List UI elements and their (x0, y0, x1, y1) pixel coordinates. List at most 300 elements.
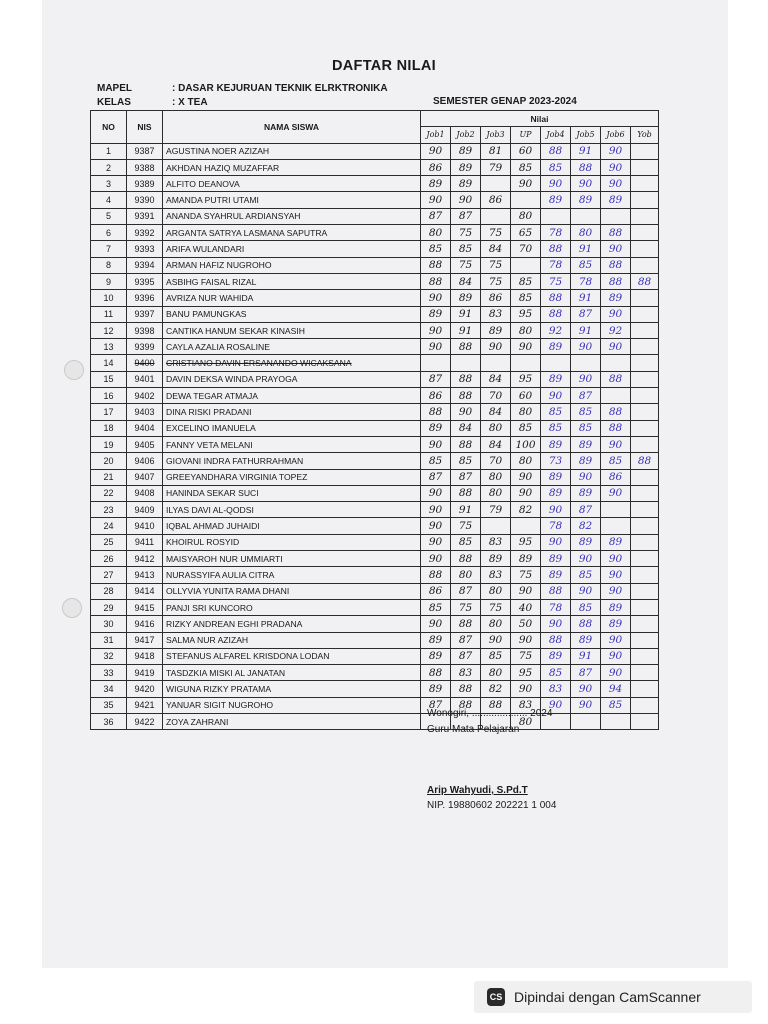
cell-grade: 89 (481, 322, 511, 338)
cell-grade (631, 485, 659, 501)
cell-grade: 85 (421, 599, 451, 615)
cell-grade: 80 (481, 485, 511, 501)
cell-grade: 90 (541, 388, 571, 404)
cell-grade: 90 (421, 339, 451, 355)
table-row (91, 339, 659, 355)
cell-nis: 9397 (127, 306, 163, 322)
cell-nama: AKHDAN HAZIQ MUZAFFAR (163, 159, 421, 175)
cell-grade: 91 (571, 322, 601, 338)
cell-grade: 88 (541, 632, 571, 648)
cell-grade: 84 (481, 241, 511, 257)
cell-grade: 75 (451, 518, 481, 534)
cell-no: 28 (91, 583, 127, 599)
table-row (91, 665, 659, 681)
cell-nama: BANU PAMUNGKAS (163, 306, 421, 322)
subheader-cell: Job6 (601, 127, 631, 143)
cell-grade: 85 (511, 273, 541, 289)
cell-nis: 9418 (127, 648, 163, 664)
cell-grade: 90 (421, 290, 451, 306)
subheader-cell: Job1 (421, 127, 451, 143)
cell-grade: 86 (601, 469, 631, 485)
cell-grade: 80 (511, 713, 541, 729)
cell-grade: 89 (481, 551, 511, 567)
cell-no: 3 (91, 176, 127, 192)
cell-grade: 84 (481, 371, 511, 387)
cell-grade: 90 (601, 339, 631, 355)
cell-grade: 90 (481, 339, 511, 355)
cell-grade: 87 (571, 502, 601, 518)
cell-grade (451, 355, 481, 371)
cell-grade: 80 (481, 665, 511, 681)
cell-grade: 90 (601, 632, 631, 648)
cell-grade (631, 632, 659, 648)
cell-grade (631, 681, 659, 697)
cell-grade: 90 (421, 192, 451, 208)
cell-grade: 75 (451, 599, 481, 615)
cell-grade: 90 (601, 485, 631, 501)
cell-grade: 90 (571, 681, 601, 697)
cell-nama: TASDZKIA MISKI AL JANATAN (163, 665, 421, 681)
cell-no: 16 (91, 388, 127, 404)
cell-grade: 85 (601, 453, 631, 469)
cell-nama: ANANDA SYAHRUL ARDIANSYAH (163, 208, 421, 224)
cell-grade: 80 (511, 208, 541, 224)
table-row (91, 273, 659, 289)
cell-grade: 90 (421, 616, 451, 632)
cell-no: 27 (91, 567, 127, 583)
cell-grade: 84 (451, 273, 481, 289)
cell-grade: 90 (481, 632, 511, 648)
cell-no: 23 (91, 502, 127, 518)
cell-nis: 9402 (127, 388, 163, 404)
cell-grade: 88 (451, 485, 481, 501)
cell-grade: 90 (511, 339, 541, 355)
cell-grade (421, 355, 451, 371)
cell-grade: 78 (541, 518, 571, 534)
cell-grade: 90 (601, 551, 631, 567)
table-row (91, 551, 659, 567)
cell-grade (601, 502, 631, 518)
cell-nama: STEFANUS ALFAREL KRISDONA LODAN (163, 648, 421, 664)
cell-grade: 89 (421, 632, 451, 648)
cell-grade (631, 176, 659, 192)
cell-grade: 88 (601, 273, 631, 289)
cell-grade (631, 436, 659, 452)
cell-no: 4 (91, 192, 127, 208)
table-row (91, 632, 659, 648)
cell-grade: 90 (541, 616, 571, 632)
cell-grade: 87 (451, 583, 481, 599)
cell-grade: 88 (421, 273, 451, 289)
cell-no: 17 (91, 404, 127, 420)
cell-grade (601, 208, 631, 224)
cell-grade (631, 518, 659, 534)
cell-grade: 90 (421, 485, 451, 501)
cell-grade: 75 (511, 648, 541, 664)
cell-grade: 79 (481, 159, 511, 175)
cell-grade: 92 (601, 322, 631, 338)
cell-grade: 75 (541, 273, 571, 289)
cell-nis: 9408 (127, 485, 163, 501)
cell-grade: 89 (541, 371, 571, 387)
table-row (91, 599, 659, 615)
cell-nis: 9398 (127, 322, 163, 338)
cell-grade: 89 (541, 469, 571, 485)
cell-grade (631, 648, 659, 664)
cell-grade: 88 (451, 339, 481, 355)
grades-table (90, 110, 659, 730)
cell-grade: 87 (451, 648, 481, 664)
cell-grade: 80 (481, 583, 511, 599)
cell-no: 26 (91, 551, 127, 567)
cell-grade: 85 (511, 290, 541, 306)
cell-grade (541, 208, 571, 224)
cell-grade: 80 (571, 225, 601, 241)
cell-grade: 82 (481, 681, 511, 697)
cell-nis: 9404 (127, 420, 163, 436)
cell-grade: 88 (601, 404, 631, 420)
kelas-label: KELAS (97, 97, 131, 108)
cell-grade (631, 534, 659, 550)
table-row (91, 616, 659, 632)
table-row (91, 420, 659, 436)
cell-grade: 92 (541, 322, 571, 338)
cell-no: 6 (91, 225, 127, 241)
table-row (91, 697, 659, 713)
cell-grade: 94 (601, 681, 631, 697)
cell-grade: 89 (571, 632, 601, 648)
cell-grade: 89 (541, 192, 571, 208)
cell-grade: 88 (451, 436, 481, 452)
cell-grade: 91 (451, 322, 481, 338)
grades-body (91, 143, 659, 730)
cell-grade (631, 583, 659, 599)
cell-grade: 75 (451, 225, 481, 241)
cell-grade: 88 (451, 697, 481, 713)
cell-grade: 40 (511, 599, 541, 615)
cell-grade: 89 (601, 599, 631, 615)
cell-grade: 85 (481, 648, 511, 664)
cell-nis: 9417 (127, 632, 163, 648)
cell-nama: OLLYVIA YUNITA RAMA DHANI (163, 583, 421, 599)
cell-grade: 90 (601, 306, 631, 322)
cell-grade (631, 290, 659, 306)
cell-grade: 80 (511, 453, 541, 469)
cell-nis: 9387 (127, 143, 163, 159)
cell-grade: 78 (541, 257, 571, 273)
cell-grade: 75 (481, 273, 511, 289)
cell-grade: 88 (601, 257, 631, 273)
cell-nis: 9399 (127, 339, 163, 355)
mapel-value: : DASAR KEJURUAN TEKNIK ELRKTRONIKA (172, 83, 388, 94)
subheader-cell: Yob (631, 127, 659, 143)
cell-grade: 91 (571, 143, 601, 159)
cell-grade: 90 (601, 143, 631, 159)
cell-grade: 82 (571, 518, 601, 534)
cell-grade: 90 (421, 534, 451, 550)
table-row (91, 681, 659, 697)
header-nilai: Nilai (421, 111, 659, 127)
cell-grade (481, 176, 511, 192)
cell-grade (631, 322, 659, 338)
cell-grade: 90 (511, 176, 541, 192)
cell-grade: 90 (541, 697, 571, 713)
cell-grade: 87 (451, 632, 481, 648)
cell-grade: 90 (601, 583, 631, 599)
cell-nis: 9409 (127, 502, 163, 518)
cell-nama: RIZKY ANDREAN EGHI PRADANA (163, 616, 421, 632)
cell-grade (631, 339, 659, 355)
cell-grade: 90 (511, 583, 541, 599)
cell-grade (631, 159, 659, 175)
table-row (91, 176, 659, 192)
cell-nis: 9412 (127, 551, 163, 567)
cell-no: 5 (91, 208, 127, 224)
cell-nis: 9392 (127, 225, 163, 241)
cell-nis: 9394 (127, 257, 163, 273)
table-row (91, 225, 659, 241)
cell-grade: 86 (481, 290, 511, 306)
cell-nama: AMANDA PUTRI UTAMI (163, 192, 421, 208)
table-row (91, 241, 659, 257)
cell-grade: 83 (481, 306, 511, 322)
cell-grade: 85 (571, 420, 601, 436)
cell-grade: 88 (601, 225, 631, 241)
cell-no: 34 (91, 681, 127, 697)
cell-no: 32 (91, 648, 127, 664)
cell-grade (631, 697, 659, 713)
cell-grade: 89 (541, 551, 571, 567)
cell-no: 1 (91, 143, 127, 159)
table-row (91, 388, 659, 404)
cell-grade: 89 (421, 681, 451, 697)
cell-nama: WIGUNA RIZKY PRATAMA (163, 681, 421, 697)
cell-grade: 90 (421, 502, 451, 518)
extra-grade-note: 88 (637, 275, 652, 288)
cell-nis: 9388 (127, 159, 163, 175)
table-row (91, 306, 659, 322)
cell-grade: 90 (511, 632, 541, 648)
cell-grade (511, 518, 541, 534)
cell-grade: 75 (511, 567, 541, 583)
cell-grade: 89 (541, 436, 571, 452)
cell-nama: ASBIHG FAISAL RIZAL (163, 273, 421, 289)
cell-grade: 89 (571, 534, 601, 550)
cell-grade (631, 241, 659, 257)
cell-grade: 75 (481, 257, 511, 273)
cell-nis: 9414 (127, 583, 163, 599)
cell-nis: 9411 (127, 534, 163, 550)
cell-grade: 88 (451, 551, 481, 567)
cell-no: 24 (91, 518, 127, 534)
cell-grade: 89 (601, 192, 631, 208)
signature-place-date: Wonogiri, .................... 2024 (427, 708, 553, 719)
cell-nis: 9390 (127, 192, 163, 208)
cell-grade: 87 (571, 306, 601, 322)
cell-grade (571, 355, 601, 371)
cell-grade: 85 (541, 665, 571, 681)
camscanner-logo-icon: CS (487, 988, 505, 1006)
cell-grade: 91 (451, 502, 481, 518)
cell-grade (631, 599, 659, 615)
cell-grade: 60 (511, 143, 541, 159)
signature-name: Arip Wahyudi, S.Pd.T (427, 785, 528, 796)
cell-grade: 91 (571, 241, 601, 257)
cell-nama: CAYLA AZALIA ROSALINE (163, 339, 421, 355)
cell-nis: 9405 (127, 436, 163, 452)
cell-grade: 100 (511, 436, 541, 452)
cell-grade: 88 (421, 567, 451, 583)
cell-grade: 79 (481, 502, 511, 518)
cell-grade: 85 (541, 404, 571, 420)
mapel-label: MAPEL (97, 83, 132, 94)
header-nis: NIS (127, 111, 163, 144)
cell-no: 9 (91, 273, 127, 289)
cell-grade: 90 (601, 436, 631, 452)
cell-no: 21 (91, 469, 127, 485)
cell-grade: 80 (511, 322, 541, 338)
cell-grade: 90 (571, 176, 601, 192)
cell-grade: 89 (571, 453, 601, 469)
cell-grade (631, 713, 659, 729)
cell-nis: 9416 (127, 616, 163, 632)
subheader-cell: UP (511, 127, 541, 143)
cell-nis: 9420 (127, 681, 163, 697)
cell-nama: YANUAR SIGIT NUGROHO (163, 697, 421, 713)
cell-nama: MAISYAROH NUR UMMIARTI (163, 551, 421, 567)
cell-grade: 90 (571, 469, 601, 485)
cell-grade (481, 518, 511, 534)
cell-grade: 85 (571, 599, 601, 615)
cell-grade: 89 (571, 485, 601, 501)
extra-grade-note: 88 (637, 454, 652, 467)
table-row (91, 648, 659, 664)
cell-grade (631, 208, 659, 224)
punch-hole (64, 360, 84, 380)
cell-nama: GIOVANI INDRA FATHURRAHMAN (163, 453, 421, 469)
cell-grade (541, 355, 571, 371)
cell-grade (481, 208, 511, 224)
cell-grade: 87 (571, 388, 601, 404)
cell-nama: EXCELINO IMANUELA (163, 420, 421, 436)
cell-grade (631, 502, 659, 518)
cell-grade (631, 469, 659, 485)
cell-grade: 90 (601, 648, 631, 664)
cell-grade: 89 (541, 485, 571, 501)
cell-grade (631, 355, 659, 371)
cell-grade (511, 355, 541, 371)
cell-nis: 9400 (127, 355, 163, 371)
table-row (91, 404, 659, 420)
header-nama-siswa: NAMA SISWA (163, 111, 421, 144)
table-row (91, 534, 659, 550)
cell-grade: 88 (541, 290, 571, 306)
cell-grade (631, 551, 659, 567)
cell-grade (631, 225, 659, 241)
cell-no: 12 (91, 322, 127, 338)
cell-grade: 89 (451, 290, 481, 306)
cell-grade: 85 (421, 241, 451, 257)
cell-grade: 70 (511, 241, 541, 257)
subheader-cell: Job2 (451, 127, 481, 143)
cell-grade (601, 388, 631, 404)
cell-grade: 90 (541, 502, 571, 518)
cell-grade: 85 (571, 404, 601, 420)
cell-grade: 85 (571, 257, 601, 273)
cell-grade: 89 (421, 176, 451, 192)
cell-grade: 89 (451, 143, 481, 159)
cell-grade: 83 (511, 697, 541, 713)
cell-nis: 9389 (127, 176, 163, 192)
cell-grade: 90 (511, 485, 541, 501)
cell-grade (571, 208, 601, 224)
cell-grade: 83 (481, 534, 511, 550)
cell-grade (631, 257, 659, 273)
cell-no: 10 (91, 290, 127, 306)
cell-grade: 89 (421, 648, 451, 664)
cell-nama: AGUSTINA NOER AZIZAH (163, 143, 421, 159)
cell-grade: 89 (421, 420, 451, 436)
cell-grade: 70 (481, 388, 511, 404)
cell-no: 35 (91, 697, 127, 713)
cell-grade (631, 616, 659, 632)
cell-grade: 90 (451, 404, 481, 420)
cell-grade: 95 (511, 371, 541, 387)
table-row (91, 583, 659, 599)
cell-grade: 85 (511, 420, 541, 436)
cell-grade: 88 (601, 371, 631, 387)
cell-nama: GREEYANDHARA VIRGINIA TOPEZ (163, 469, 421, 485)
cell-grade: 85 (451, 534, 481, 550)
camscanner-text: Dipindai dengan CamScanner (514, 989, 701, 1005)
cell-grade: 73 (541, 453, 571, 469)
cell-nama: ZOYA ZAHRANI (163, 713, 421, 729)
cell-nama: ARGANTA SATRYA LASMANA SAPUTRA (163, 225, 421, 241)
table-row (91, 469, 659, 485)
cell-no: 29 (91, 599, 127, 615)
cell-grade: 90 (601, 241, 631, 257)
signature-nip: NIP. 19880602 202221 1 004 (427, 800, 557, 811)
cell-nis: 9406 (127, 453, 163, 469)
cell-nis: 9419 (127, 665, 163, 681)
table-row (91, 192, 659, 208)
cell-grade: 87 (451, 469, 481, 485)
cell-grade: 87 (451, 208, 481, 224)
cell-grade: 90 (541, 534, 571, 550)
cell-grade: 85 (511, 159, 541, 175)
punch-hole (62, 598, 82, 618)
cell-grade (481, 355, 511, 371)
cell-grade: 86 (421, 583, 451, 599)
cell-no: 18 (91, 420, 127, 436)
cell-grade (631, 143, 659, 159)
table-row (91, 567, 659, 583)
cell-no: 7 (91, 241, 127, 257)
cell-nis: 9422 (127, 713, 163, 729)
cell-nis: 9396 (127, 290, 163, 306)
cell-grade: 84 (451, 420, 481, 436)
cell-grade: 70 (481, 453, 511, 469)
cell-no: 15 (91, 371, 127, 387)
cell-grade: 86 (421, 388, 451, 404)
cell-grade: 80 (481, 420, 511, 436)
cell-grade (601, 518, 631, 534)
cell-nama: ILYAS DAVI AL-QODSI (163, 502, 421, 518)
cell-grade: 80 (481, 616, 511, 632)
cell-grade (631, 192, 659, 208)
cell-grade: 82 (511, 502, 541, 518)
cell-nis: 9415 (127, 599, 163, 615)
